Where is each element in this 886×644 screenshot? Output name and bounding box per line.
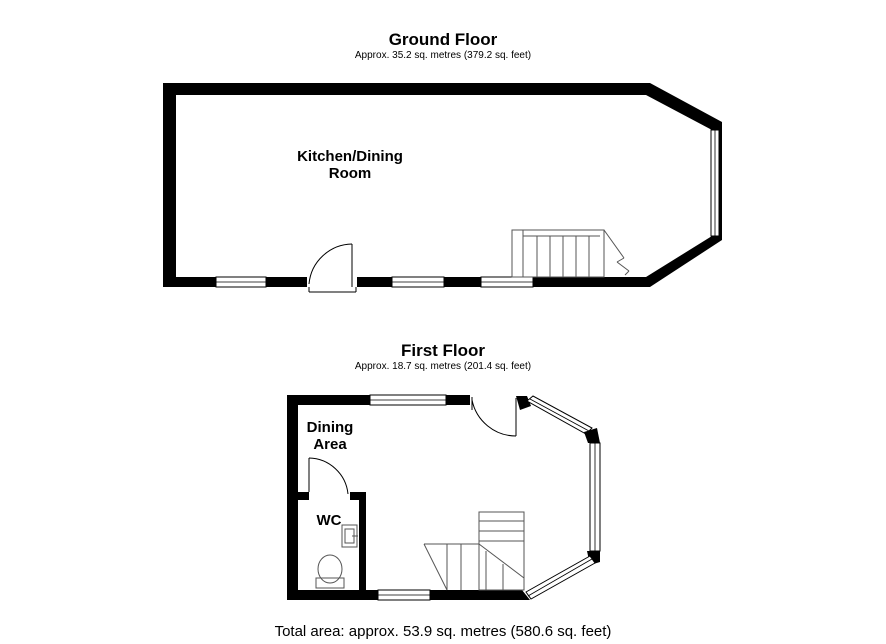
room-label-wc: WC [316,512,342,529]
room-label-dining-line1: Dining [306,419,354,436]
wc-toilet [316,555,344,588]
first-landing-door [472,397,516,436]
wc-partition [298,492,366,590]
total-area: Total area: approx. 53.9 sq. metres (580.6 sq. feet) [274,623,612,640]
first-bay-window-upper [527,396,592,434]
wc-door [309,458,348,494]
first-bottom-window [378,590,430,600]
ground-floor-area: Approx. 35.2 sq. metres (379.2 sq. feet) [354,50,532,61]
ground-window-1 [216,277,266,287]
room-label-kitchen-line1: Kitchen/Dining [297,148,403,165]
ground-floor-plan [163,83,722,292]
room-label-dining-line2: Area [313,436,347,453]
ground-window-2 [392,277,444,287]
ground-floor-outer-wall [163,83,722,287]
first-staircase [424,512,524,590]
first-floor-title: First Floor [400,341,486,360]
ground-window-3 [481,277,533,287]
first-bay-window-lower [526,556,595,599]
room-label-kitchen-dining [270,148,430,182]
first-floor-area: Approx. 18.7 sq. metres (201.4 sq. feet) [354,361,532,372]
first-bay-window-right [590,443,600,551]
ground-floor-title: Ground Floor [388,30,498,49]
room-label-kitchen-line2: Room [328,165,372,182]
first-top-window [370,395,446,405]
ground-staircase [512,230,629,277]
room-label-dining-area [296,419,364,453]
